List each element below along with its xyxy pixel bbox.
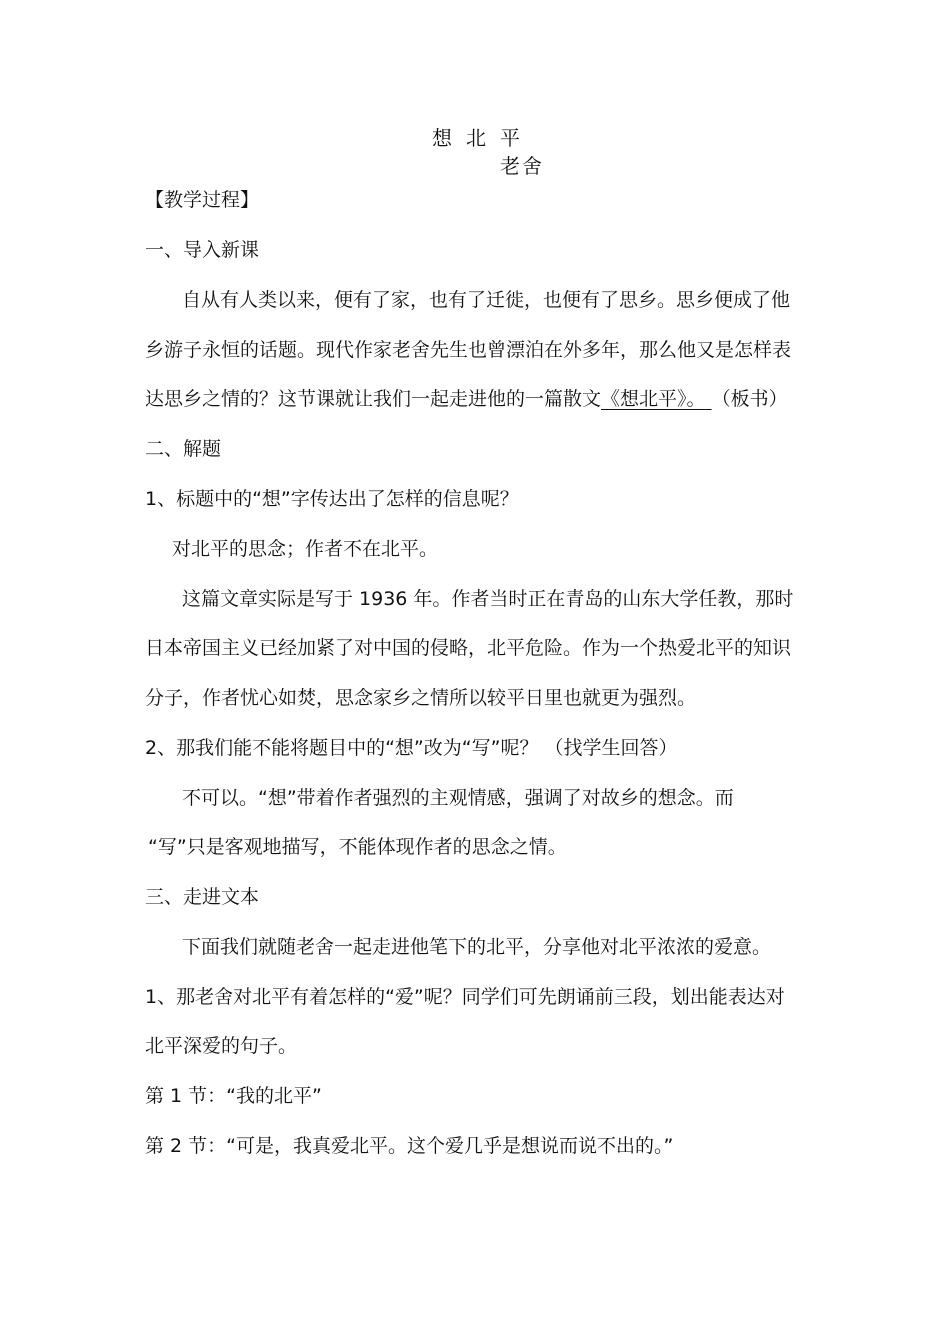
section-2-quote: 第 2 节：“可是，我真爱北平。这个爱几乎是想说而说不出的。” [145,1135,674,1157]
paragraph-line: 这篇文章实际是写于 1936 年。作者当时正在青岛的山东大学任教，那时 [182,588,794,610]
paragraph-line: 乡游子永恒的话题。现代作家老舍先生也曾漂泊在外多年，那么他又是怎样表 [145,339,792,361]
part3-heading: 三、走进文本 [145,886,260,908]
question-3-line: 北平深爱的句子。 [145,1035,298,1057]
paragraph-line: 日本帝国主义已经加紧了对中国的侵略，北平危险。作为一个热爱北平的知识 [145,637,792,659]
answer-2-line: “写”只是客观地描写，不能体现作者的思念之情。 [148,836,567,858]
paragraph-line: 分子，作者忧心如焚，思念家乡之情所以较平日里也就更为强烈。 [145,687,697,709]
paragraph-line [145,387,788,411]
question-3-line: 1、那老舍对北平有着怎样的“爱”呢？同学们可先朗诵前三段，划出能表达对 [145,986,785,1008]
paragraph-line: 下面我们就随老舍一起走进他笔下的北平，分享他对北平浓浓的爱意。 [182,936,772,958]
answer-1: 对北平的思念；作者不在北平。 [172,538,439,560]
answer-2-line: 不可以。“想”带着作者强烈的主观情感，强调了对故乡的想念。而 [182,787,734,809]
question-1: 1、标题中的“想”字传达出了怎样的信息呢？ [145,488,519,510]
document-author: 老舍 [500,154,544,178]
part1-heading: 一、导入新课 [145,239,260,261]
part2-heading: 二、解题 [145,438,222,460]
document-title: 想北平 [432,126,534,150]
question-2: 2、那我们能不能将题目中的“想”改为“写”呢？ （找学生回答） [145,737,678,759]
paragraph-text: 达思乡之情的？这节课就让我们一起走进他的一篇散文 [145,388,602,410]
board-note: （板书） [711,388,788,410]
section-heading: 【教学过程】 [145,189,260,211]
underlined-title: 《想北平》。 [601,388,706,410]
paragraph-line: 自从有人类以来，便有了家，也有了迁徙，也便有了思乡。思乡便成了他 [182,289,791,311]
section-1-quote: 第 1 节：“我的北平” [145,1085,322,1107]
